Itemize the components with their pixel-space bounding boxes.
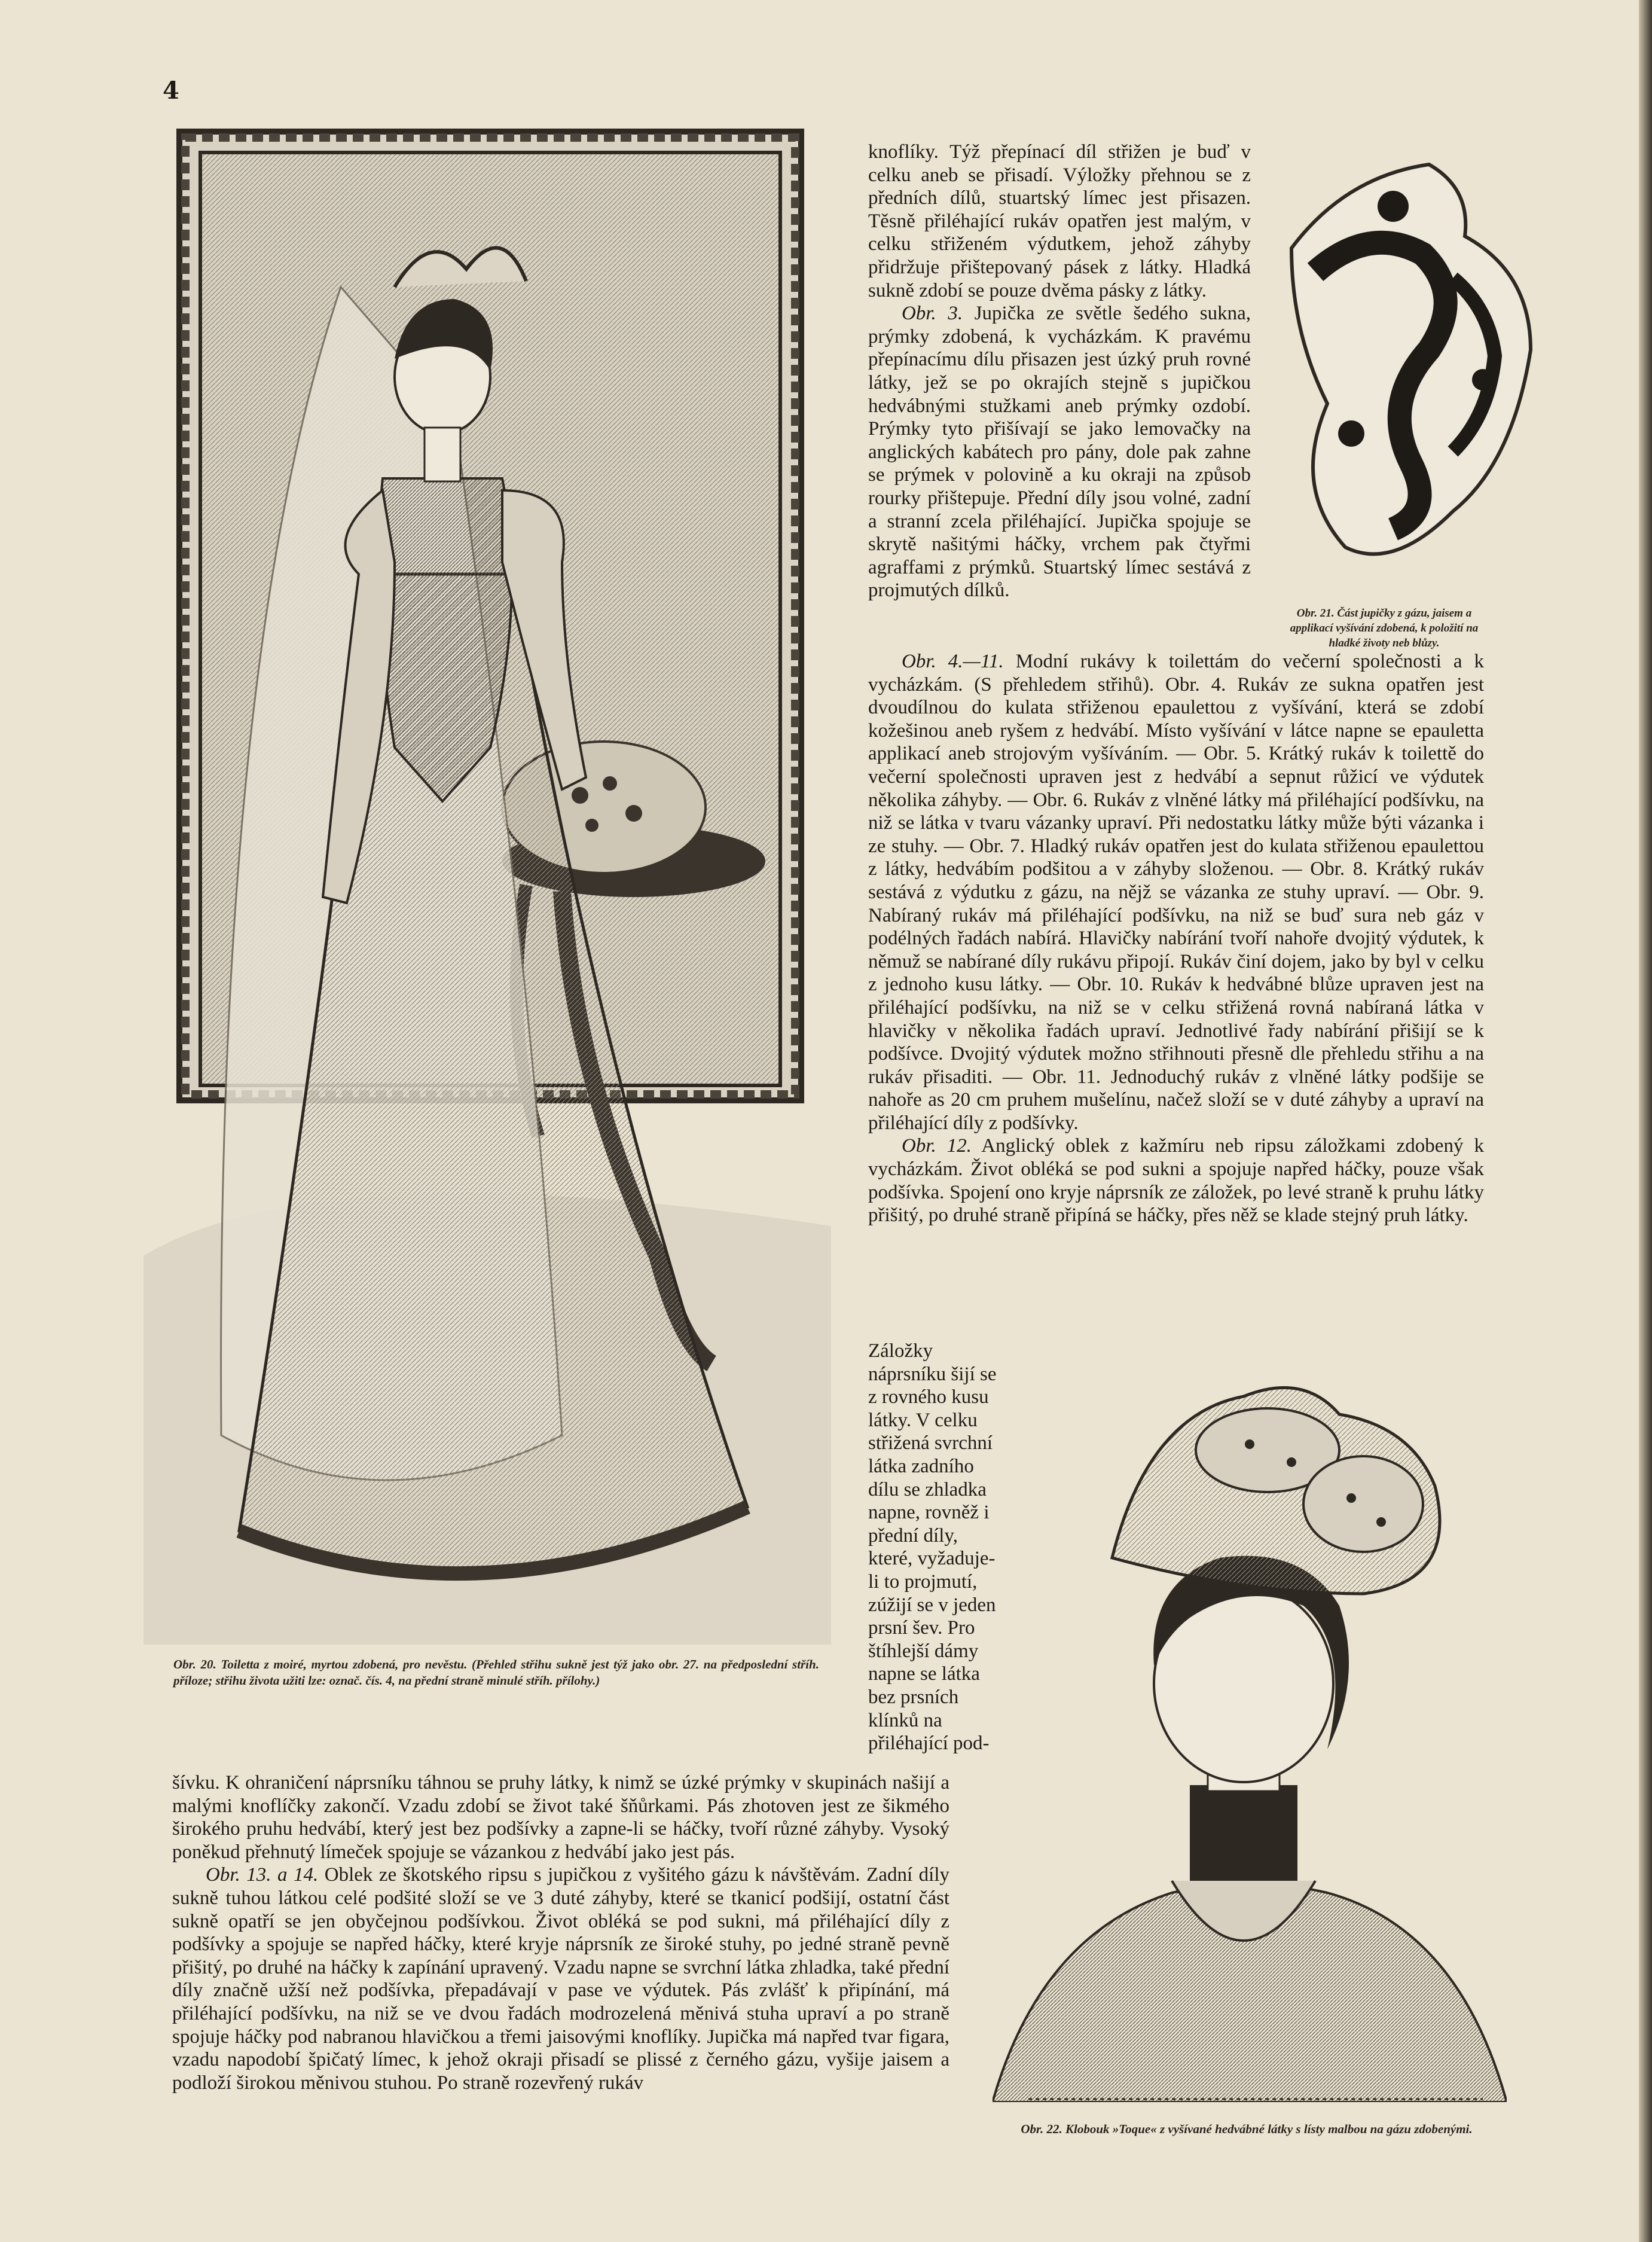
figure-3-text: Jupička ze světle šedého sukna, prýmky zdobená, k vycházkám. K pravému přepínacímu dílu přisazen jest úzký pruh rovné látky, jež se po okrajích stejně s jupičkou hedvábnými stužkami aneb prýmky ozdobí. Prýmky tyto přišívají se jako lemovačky na anglických kabátech pro pány, dole pak zahne se prýmek v polovině a ku okraji na způsob rourky přištepuje. Přední díly jsou volné, zadní a stranní zcela přiléhající. Jupička spojuje se skrytě našitými háčky, vrchem pak čtyřmi agraffami z prýmků. Stuartský límec sestává z projmutých dílků. xyxy=(868,303,1251,602)
page-number: 4 xyxy=(163,77,179,105)
narrow-column-text: Záložky náprsníku šijí se z rovného kusu látky. V celku střižená svrchní látka zadního dílu se zhladka napne, rovněž i přední díly, které, vyžaduje-li to projmutí, zúžijí se v jeden prsní šev. Pro štíhlejší dámy napne se látka bez prsních klínků na přiléhající pod- xyxy=(868,1340,997,1755)
figure-13-14-text: Oblek ze škotského ripsu s jupičkou z vyšitého gázu k návštěvám. Zadní díly sukně tuhou látkou celé podšité složí se ve 3 duté záhyby, které se tkanicí podšijí, ostatní část sukně opatří se jen obyčejnou podšívkou. Život obléká se pod sukni, má přiléhající díly z podšívky a spojuje se napřed háčky, které kryje náprsník ze široké stuhy, po jedné straně pevně přišitý, po druhé na háčky k zapínání upravený. Vzadu napne se svrchní látka zhladka, také přední díly značně užší než podšívka, přepadávají v pase ve výdutek. Pás zvlášť k připínání, má přiléhající podšívku, na niž se ve dvou řadách modrozelená měnivá stuha upraví a po straně spojuje háčky pod nabranou hlavičkou a třemi jaisovými knoflíky. Jupička má napřed tvar figara, vzadu napodobí špičatý límec, k jehož okraji přisadí se plissé z černého gázu, vyšije jaisem a podloží širokou měnivou stuhou. Po straně rozevřený rukáv xyxy=(172,1864,949,2094)
figure-12-label: Obr. 12. xyxy=(902,1135,972,1157)
paragraph-obr-3 xyxy=(868,302,1251,602)
paragraph-obr-13-14 xyxy=(172,1863,949,2094)
lace-yoke-illustration xyxy=(1274,152,1543,571)
figure-12-text: Anglický oblek z kažmíru neb ripsu záložkami zdobený k vycházkám. Život obléká se pod sukni a spojuje napřed háčky, pouze však podšívka. Spojení ono kryje náprsník ze záložek, po levé straně k pruhu látky přišitý, po druhé straně připíná se háčky, přes něž se klade stejný pruh látky. xyxy=(868,1135,1484,1227)
figure-13-14-label: Obr. 13. a 14. xyxy=(206,1864,319,1886)
figure-4-11-label: Obr. 4.—11. xyxy=(902,651,1004,672)
figure-20-caption: Obr. 20. Toiletta z moiré, myrtou zdobená, pro nevěstu. (Přehled střihu sukně jest týž jako obr. 27. na předposlední stříh. příloze; střihu života užiti lze: označ. čís. 4, na přední straně minulé stříh. přílohy.) xyxy=(173,1657,819,1688)
figure-21-caption: Obr. 21. Část jupičky z gázu, jaisem a applikací vyšívání zdobená, k položití na hladké životy neb blůzy. xyxy=(1290,607,1479,649)
bride-illustration xyxy=(143,120,831,1645)
figure-22-caption: Obr. 22. Klobouk »Toque« z vyšívané hedvábné látky s lísty malbou na gázu zdobenými. xyxy=(1021,2122,1473,2136)
figure-3-label: Obr. 3. xyxy=(902,303,963,325)
figure-4-11-text: Modní rukávy k toilettám do večerní společnosti a k vycházkám. (S přehledem střihů). Obr. 4. Rukáv ze sukna opatřen jest dvoudílnou do kulata střiženou epaulettou z vyšívání, která se zdobí kožešinou aneb ryšem z hedvábí. Místo vyšívání v látce napne se epauletta applikací aneb strojovým vyšíváním. — Obr. 5. Krátký rukáv k toilettě do večerní společnosti upraven jest z hedvábí a sepnut růžicí ve výdutek několika záhyby. — Obr. 6. Rukáv z vlněné látky má přiléhající podšívku, na niž se látka v tvaru vázanky upraví. Při nedostatku látky může býti vázanka i ze stuhy. — Obr. 7. Hladký rukáv opatřen jest do kulata střiženou epaulettou z látky, hedvábím podšitou a v záhyby složenou. — Obr. 8. Krátký rukáv sestává z výdutku z gázu, na nějž se vázanka ze stuhy upraví. — Obr. 9. Nabíraný rukáv má přiléhající podšívku, na niž se buď sura neb gáz v podélných řadách nabírá. Hlavičky nabírání tvoří nahoře dvojitý výdutek, k němuž se nabírané díly rukávu připojí. Rukáv činí dojem, jako by byl v celku z jednoho kusu látky. — Obr. 10. Rukáv k hedvábné blůze upraven jest na přiléhající podšívku, na niž se v celku střižená rovná nabíraná látka v hlavičky v několika řadách upraví. Jednotlivé řady nabírání přišijí se k podšívce. Dvojitý výdutek možno střihnouti přesně dle přehledu střihu a na rukáv přisaditi. — Obr. 11. Jednoduchý rukáv z vlněné látky podšije se nahoře as 20 cm pruhem mušelínu, načež složí se v duté záhyby a upraví na přiléhající díly z podšívky. xyxy=(868,651,1484,1134)
right-column-top-text xyxy=(868,141,1251,602)
right-column-main-text xyxy=(868,650,1484,1227)
paragraph-obr-12 xyxy=(868,1134,1484,1227)
paragraph-sivku: šívku. K ohraničení náprsníku táhnou se pruhy látky, k nimž se úzké prýmky v skupinách našijí a malými knoflíčky zakončí. Vzadu zdobí se život také šňůrkami. Pás zhotoven jest ze šikmého širokého pruhu hedvábí, který jest bez podšívky a zapne-li se háčky, tvoří různé záhyby. Vysoký poněkud přehnutý límeček spojuje se vázankou z hedvábí jako jest pás. xyxy=(172,1772,949,1863)
paragraph-knofliky: knoflíky. Týž přepínací díl střižen je buď v celku aneb se přisadí. Výložky přehnou se z předních dílů, stuartský límec jest přisazen. Těsně přiléhající rukáv opatřen jest malým, v celku střiženém výdutkem, jehož záhyby přidržuje přištepovaný pásek z látky. Hladká sukně zdobí se pouze dvěma pásky z látky. xyxy=(868,141,1251,301)
page-edge-shadow xyxy=(1639,0,1652,2242)
paragraph-obr-4-11 xyxy=(868,650,1484,1134)
bottom-left-text xyxy=(172,1771,949,2094)
toque-hat-illustration xyxy=(993,1378,1507,2102)
